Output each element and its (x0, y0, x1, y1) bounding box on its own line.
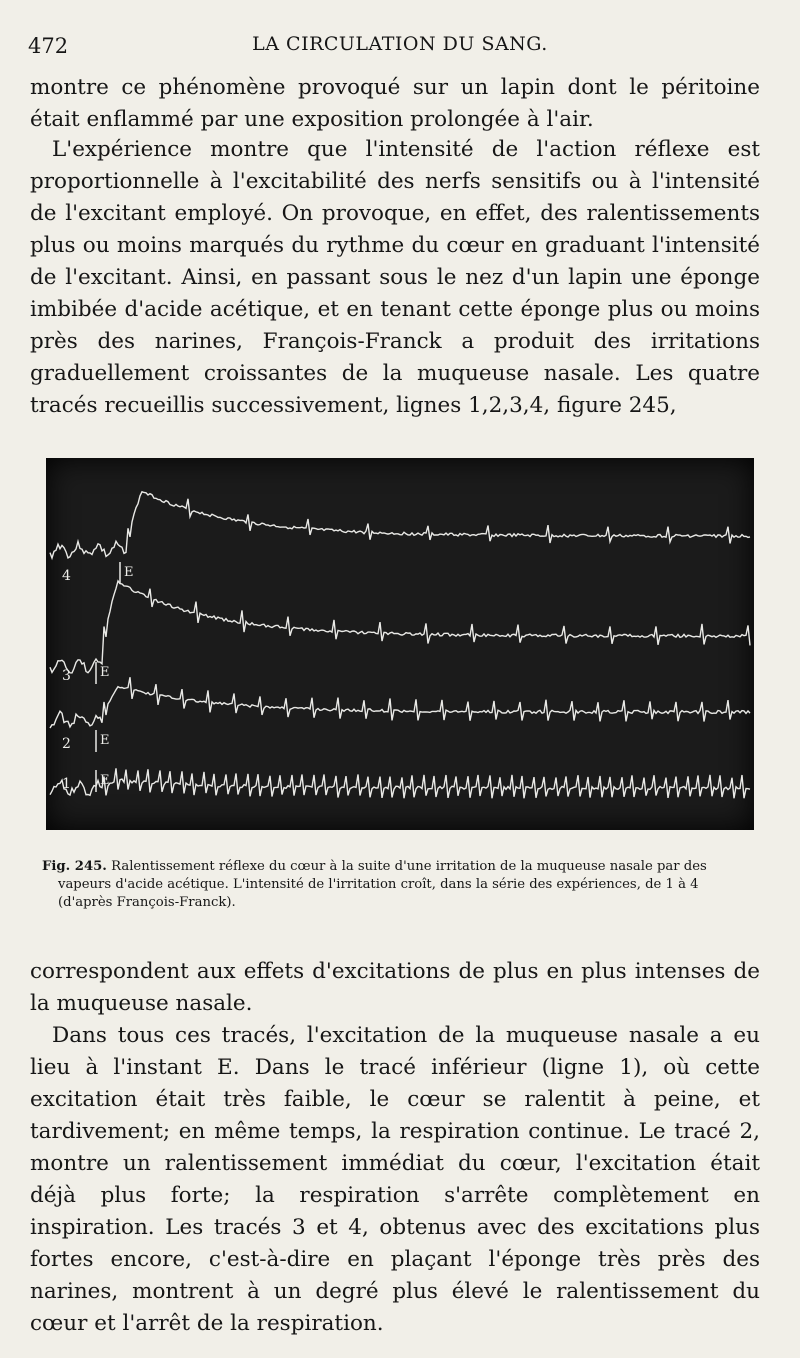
paragraph-after-figure: correspondent aux effets d'excitations de plus en plus intenses de la muqueuse nasale. (30, 959, 760, 1016)
trace-line-4 (50, 492, 750, 558)
trace-marker-e-1: E (100, 773, 110, 788)
trace-line-1 (50, 768, 750, 798)
paragraph-intro: montre ce phénomène provoqué sur un lapin dont le péritoine était enflammé par une exposition prolongée à l'air. (30, 75, 760, 132)
figure-label: Fig. 245. (42, 859, 107, 874)
page-number: 472 (28, 34, 69, 58)
trace-marker-e-2: E (100, 733, 110, 748)
figure-245-tracings (46, 458, 754, 830)
trace-number-2: 2 (62, 736, 71, 752)
tracings-plot (46, 458, 754, 830)
trace-marker-e-3: E (100, 665, 110, 680)
trace-line-3 (50, 581, 750, 673)
trace-line-2 (50, 677, 750, 728)
figure-caption (42, 858, 770, 912)
caption-line-2: vapeurs d'acide acétique. L'intensité de l'irritation croît, dans la série des expériences, de 1 à 4 (58, 877, 699, 892)
trace-number-1: 1 (62, 776, 71, 792)
paragraph-experiment: L'expérience montre que l'intensité de l'action réflexe est proportionnelle à l'excitabilité des nerfs sensitifs ou à l'intensité de l'excitant employé. On provoque, en effet, des ralentissements plus ou moins marqués du rythme du cœur en graduant l'intensité de l'excitant. Ainsi, en passant sous le nez d'un lapin une éponge imbibée d'acide acétique, et en tenant cette éponge plus ou moins près des narines, François-Franck a produit des irritations graduellement croissantes de la muqueuse nasale. Les quatre tracés recueillis successivement, lignes 1,2,3,4, figure 245, (30, 137, 760, 418)
paragraph-conclusion: Dans tous ces tracés, l'excitation de la muqueuse nasale a eu lieu à l'instant E. Dans le tracé inférieur (ligne 1), où cette excitation était très faible, le cœur se ralentit à peine, et tardivement; en même temps, la respiration continue. Le tracé 2, montre un ralentissement immédiat du cœur, l'excitation était déjà plus forte; la respiration s'arrête complètement en inspiration. Les tracés 3 et 4, obtenus avec des excitations plus fortes encore, c'est-à-dire en plaçant l'éponge très près des narines, montrent à un degré plus élevé le ralentissement du cœur et l'arrêt de la respiration. (30, 1023, 760, 1336)
running-title: LA CIRCULATION DU SANG. (252, 33, 548, 55)
trace-number-4: 4 (62, 568, 71, 584)
trace-marker-e-4: E (124, 565, 134, 580)
trace-number-3: 3 (62, 668, 71, 684)
caption-line-1: Ralentissement réflexe du cœur à la suite d'une irritation de la muqueuse nasale par des (111, 859, 707, 874)
caption-line-3: (d'après François-Franck). (58, 895, 236, 910)
